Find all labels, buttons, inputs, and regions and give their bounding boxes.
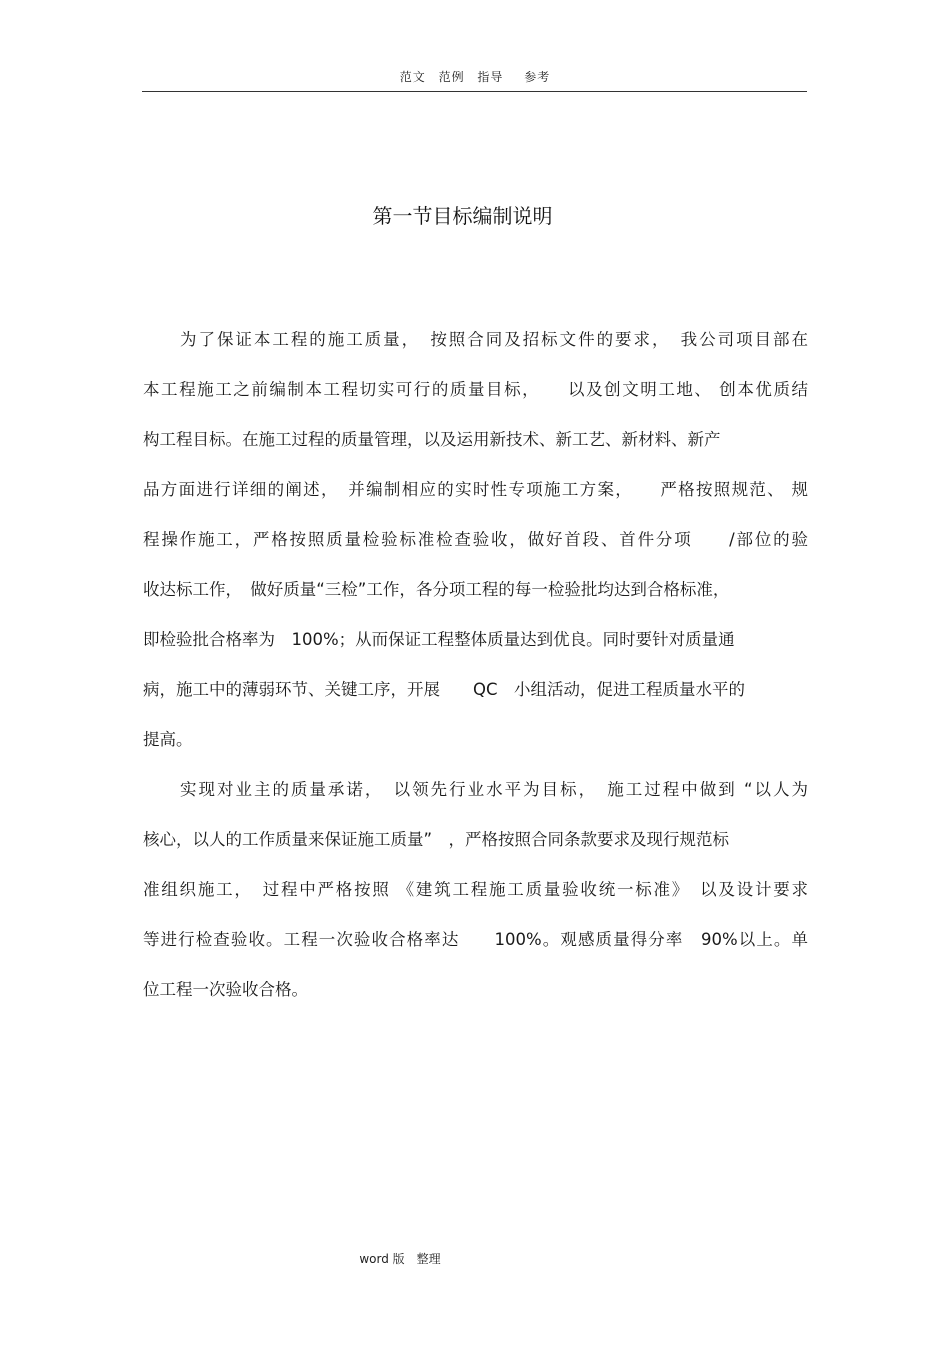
text-line: 准组织施工， 过程中严格按照 《建筑工程施工质量验收统一标准》 以及设计要求 bbox=[143, 880, 808, 899]
text-line: 收达标工作， 做好质量“三检”工作，各分项工程的每一检验批均达到合格标准， bbox=[143, 580, 730, 599]
header-item: 参考 bbox=[524, 70, 551, 84]
text-line: 本工程施工之前编制本工程切实可行的质量目标， 以及创文明工地、 创本优质结 bbox=[143, 380, 808, 399]
text-line: 为了保证本工程的施工质量， 按照合同及招标文件的要求， 我公司项目部在 bbox=[180, 330, 808, 349]
paragraph-1 bbox=[143, 315, 808, 765]
text-line: 病，施工中的薄弱环节、关键工序，开展 QC 小组活动，促进工程质量水平的 bbox=[143, 680, 746, 699]
text-line: 提高。 bbox=[143, 730, 193, 749]
header-item: 范文 bbox=[399, 70, 426, 84]
paragraph-2 bbox=[143, 765, 808, 1015]
text-line: 构工程目标。在施工过程的质量管理，以及运用新技术、新工艺、新材料、新产 bbox=[143, 430, 721, 449]
page-footer: word 版 整理 bbox=[359, 1252, 441, 1266]
page-header bbox=[0, 68, 950, 85]
text-line: 即检验批合格率为 100%；从而保证工程整体质量达到优良。同时要针对质量通 bbox=[143, 630, 735, 649]
header-item: 指导 bbox=[477, 70, 504, 84]
text-line: 核心，以人的工作质量来保证施工质量” ，严格按照合同条款要求及现行规范标 bbox=[143, 830, 730, 849]
text-line: 实现对业主的质量承诺， 以领先行业水平为目标， 施工过程中做到 “以人为 bbox=[180, 780, 808, 799]
text-line: 品方面进行详细的阐述， 并编制相应的实时性专项施工方案， 严格按照规范、 规 bbox=[143, 480, 808, 499]
header-divider bbox=[142, 91, 807, 92]
text-line: 等进行检查验收。工程一次验收合格率达 100%。观感质量得分率 90%以上。单 bbox=[143, 930, 808, 949]
section-title: 第一节目标编制说明 bbox=[372, 204, 553, 228]
document-body bbox=[143, 315, 808, 1015]
text-line: 程操作施工，严格按照质量检验标准检查验收，做好首段、首件分项 /部位的验 bbox=[143, 530, 808, 549]
text-line: 位工程一次验收合格。 bbox=[143, 980, 308, 999]
header-item: 范例 bbox=[438, 70, 465, 84]
